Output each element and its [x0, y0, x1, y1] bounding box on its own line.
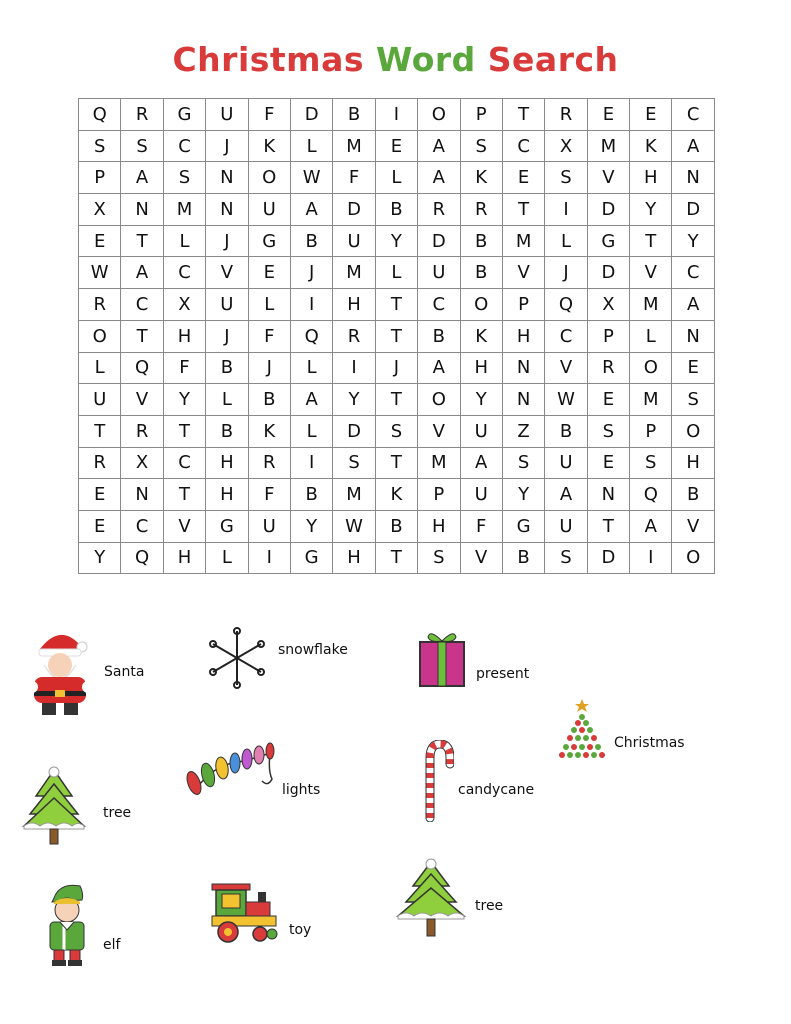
grid-cell[interactable]: L [290, 415, 332, 447]
grid-cell[interactable]: L [79, 352, 121, 384]
grid-cell[interactable]: S [630, 447, 672, 479]
grid-cell[interactable]: X [163, 289, 205, 321]
title-word-search: Search [487, 40, 619, 79]
grid-cell[interactable]: T [79, 415, 121, 447]
grid-cell[interactable]: U [460, 479, 502, 511]
grid-cell[interactable]: D [418, 225, 460, 257]
grid-cell[interactable]: N [502, 384, 544, 416]
page-title [0, 40, 791, 79]
grid-cell[interactable]: Q [630, 479, 672, 511]
grid-cell[interactable]: J [206, 130, 248, 162]
grid-cell[interactable]: Q [121, 352, 163, 384]
grid-cell[interactable]: M [502, 225, 544, 257]
grid-cell[interactable]: L [375, 257, 417, 289]
grid-cell[interactable]: V [545, 352, 587, 384]
grid-cell[interactable]: L [290, 352, 332, 384]
grid-cell[interactable]: B [333, 99, 375, 131]
grid-cell[interactable]: K [248, 130, 290, 162]
grid-cell[interactable]: I [630, 542, 672, 574]
grid-cell[interactable]: M [333, 130, 375, 162]
grid-cell[interactable]: O [672, 415, 714, 447]
grid-cell[interactable]: F [333, 162, 375, 194]
grid-cell[interactable]: W [290, 162, 332, 194]
grid-cell[interactable]: T [587, 510, 629, 542]
grid-row [79, 542, 715, 574]
word-elf: elf [103, 937, 121, 953]
grid-cell[interactable]: Y [460, 384, 502, 416]
title-word-christmas: Christmas [172, 40, 364, 79]
grid-cell[interactable]: A [418, 130, 460, 162]
grid-cell[interactable]: Q [545, 289, 587, 321]
grid-cell[interactable]: T [630, 225, 672, 257]
grid-cell[interactable]: E [587, 384, 629, 416]
grid-cell[interactable]: B [206, 415, 248, 447]
grid-cell[interactable]: L [163, 225, 205, 257]
grid-cell[interactable]: H [163, 320, 205, 352]
grid-cell[interactable]: K [460, 162, 502, 194]
tree-icon [22, 766, 86, 846]
grid-cell[interactable]: B [545, 415, 587, 447]
grid-cell[interactable]: F [460, 510, 502, 542]
grid-cell[interactable]: I [290, 289, 332, 321]
grid-cell[interactable]: L [630, 320, 672, 352]
grid-cell[interactable]: E [79, 510, 121, 542]
grid-cell[interactable]: Y [375, 225, 417, 257]
grid-cell[interactable]: H [502, 320, 544, 352]
toy-train-icon [208, 882, 280, 946]
grid-cell[interactable]: E [672, 352, 714, 384]
word-snowflake: snowflake [278, 642, 348, 658]
grid-cell[interactable]: U [545, 510, 587, 542]
grid-cell[interactable]: E [375, 130, 417, 162]
grid-row [79, 510, 715, 542]
grid-cell[interactable]: J [545, 257, 587, 289]
grid-cell[interactable]: C [121, 289, 163, 321]
grid-cell[interactable]: R [333, 320, 375, 352]
grid-cell[interactable]: O [418, 99, 460, 131]
word-search-grid [78, 98, 715, 574]
grid-cell[interactable]: E [79, 225, 121, 257]
santa-icon [22, 627, 98, 719]
word-lights: lights [282, 782, 321, 798]
title-word-word: Word [375, 40, 476, 79]
grid-cell[interactable]: T [375, 320, 417, 352]
grid-cell[interactable]: V [630, 257, 672, 289]
grid-cell[interactable]: M [333, 479, 375, 511]
grid-cell[interactable]: U [460, 415, 502, 447]
tree-icon [396, 858, 466, 938]
grid-cell[interactable]: X [121, 447, 163, 479]
grid-cell[interactable]: H [418, 510, 460, 542]
grid-cell[interactable]: J [206, 225, 248, 257]
grid-cell[interactable]: T [163, 479, 205, 511]
grid-cell[interactable]: C [163, 130, 205, 162]
grid-cell[interactable]: D [587, 542, 629, 574]
grid-cell[interactable]: H [333, 542, 375, 574]
grid-cell[interactable]: U [206, 289, 248, 321]
grid-cell[interactable]: D [587, 257, 629, 289]
grid-cell[interactable]: L [545, 225, 587, 257]
grid-cell[interactable]: S [545, 542, 587, 574]
grid-cell[interactable]: T [375, 384, 417, 416]
grid-cell[interactable]: E [587, 447, 629, 479]
grid-cell[interactable]: R [248, 447, 290, 479]
grid-cell[interactable]: S [375, 415, 417, 447]
grid-cell[interactable]: G [163, 99, 205, 131]
grid-cell[interactable]: I [290, 447, 332, 479]
grid-cell[interactable]: D [333, 415, 375, 447]
grid-cell[interactable]: S [163, 162, 205, 194]
grid-cell[interactable]: H [206, 447, 248, 479]
grid-cell[interactable]: G [587, 225, 629, 257]
grid-row [79, 130, 715, 162]
grid-cell[interactable]: B [248, 384, 290, 416]
grid-cell[interactable]: M [163, 194, 205, 226]
grid-cell[interactable]: L [206, 384, 248, 416]
grid-row [79, 384, 715, 416]
grid-cell[interactable]: R [121, 99, 163, 131]
grid-cell[interactable]: A [630, 510, 672, 542]
word-toy: toy [289, 922, 312, 938]
grid-cell[interactable]: V [672, 510, 714, 542]
grid-row [79, 162, 715, 194]
grid-cell[interactable]: Y [672, 225, 714, 257]
grid-cell[interactable]: U [333, 225, 375, 257]
grid-cell[interactable]: B [460, 257, 502, 289]
grid-row [79, 415, 715, 447]
grid-cell[interactable]: R [121, 415, 163, 447]
grid-cell[interactable]: N [502, 352, 544, 384]
grid-cell[interactable]: N [587, 479, 629, 511]
grid-cell[interactable]: Y [630, 194, 672, 226]
grid-cell[interactable]: V [460, 542, 502, 574]
grid-cell[interactable]: Y [79, 542, 121, 574]
grid-cell[interactable]: R [587, 352, 629, 384]
grid-cell[interactable]: H [672, 447, 714, 479]
present-icon [416, 627, 468, 689]
grid-cell[interactable]: U [79, 384, 121, 416]
word-candycane: candycane [458, 782, 535, 798]
grid-cell[interactable]: V [206, 257, 248, 289]
grid-cell[interactable]: T [163, 415, 205, 447]
grid-cell[interactable]: X [545, 130, 587, 162]
grid-cell[interactable]: A [290, 194, 332, 226]
grid-cell[interactable]: L [375, 162, 417, 194]
grid-cell[interactable]: G [248, 225, 290, 257]
grid-cell[interactable]: H [206, 479, 248, 511]
grid-cell[interactable]: U [248, 194, 290, 226]
grid-cell[interactable]: V [121, 384, 163, 416]
grid-cell[interactable]: K [460, 320, 502, 352]
grid-cell[interactable]: H [460, 352, 502, 384]
grid-cell[interactable]: A [121, 257, 163, 289]
grid-cell[interactable]: M [630, 289, 672, 321]
grid-cell[interactable]: N [672, 162, 714, 194]
grid-cell[interactable]: N [206, 162, 248, 194]
grid-cell[interactable]: P [587, 320, 629, 352]
word-santa: Santa [104, 664, 145, 680]
grid-cell[interactable]: J [248, 352, 290, 384]
snowflake-icon [206, 627, 268, 689]
grid-cell[interactable]: D [333, 194, 375, 226]
grid-row [79, 320, 715, 352]
grid-cell[interactable]: D [587, 194, 629, 226]
grid-cell[interactable]: T [375, 542, 417, 574]
grid-cell[interactable]: M [587, 130, 629, 162]
word-tree-2: tree [475, 898, 504, 914]
grid-cell[interactable]: L [248, 289, 290, 321]
grid-cell[interactable]: E [248, 257, 290, 289]
grid-cell[interactable]: N [121, 479, 163, 511]
grid-cell[interactable]: P [460, 99, 502, 131]
grid-cell[interactable]: B [375, 510, 417, 542]
grid-cell[interactable]: A [672, 130, 714, 162]
grid-cell[interactable]: P [630, 415, 672, 447]
grid-row [79, 194, 715, 226]
grid-cell[interactable]: Q [121, 542, 163, 574]
grid-cell[interactable]: S [545, 162, 587, 194]
grid-row [79, 257, 715, 289]
grid-cell[interactable]: X [79, 194, 121, 226]
grid-cell[interactable]: B [460, 225, 502, 257]
grid-cell[interactable]: V [587, 162, 629, 194]
elf-icon [40, 880, 92, 968]
grid-cell[interactable]: W [545, 384, 587, 416]
grid-cell[interactable]: O [672, 542, 714, 574]
grid-cell[interactable]: K [375, 479, 417, 511]
grid-cell[interactable]: U [248, 510, 290, 542]
grid-cell[interactable]: F [248, 479, 290, 511]
grid-cell[interactable]: S [672, 384, 714, 416]
grid-cell[interactable]: U [206, 99, 248, 131]
grid-cell[interactable]: F [248, 99, 290, 131]
grid-cell[interactable]: N [672, 320, 714, 352]
grid-cell[interactable]: S [587, 415, 629, 447]
grid-cell[interactable]: O [630, 352, 672, 384]
grid-cell[interactable]: O [79, 320, 121, 352]
grid-cell[interactable]: N [121, 194, 163, 226]
grid-cell[interactable]: V [163, 510, 205, 542]
grid-cell[interactable]: R [545, 99, 587, 131]
grid-cell[interactable]: L [290, 130, 332, 162]
grid-cell[interactable]: U [418, 257, 460, 289]
grid-cell[interactable]: Y [502, 479, 544, 511]
grid-cell[interactable]: T [121, 225, 163, 257]
grid-cell[interactable]: R [460, 194, 502, 226]
grid-cell[interactable]: S [79, 130, 121, 162]
grid-cell[interactable]: B [206, 352, 248, 384]
grid-cell[interactable]: D [290, 99, 332, 131]
grid-cell[interactable]: M [630, 384, 672, 416]
grid-cell[interactable]: C [545, 320, 587, 352]
grid-cell[interactable]: N [206, 194, 248, 226]
grid-cell[interactable]: I [375, 99, 417, 131]
grid-cell[interactable]: C [502, 130, 544, 162]
grid-cell[interactable]: C [672, 99, 714, 131]
grid-cell[interactable]: D [672, 194, 714, 226]
grid-cell[interactable]: B [290, 225, 332, 257]
grid-cell[interactable]: S [502, 447, 544, 479]
grid-cell[interactable]: R [79, 447, 121, 479]
grid-cell[interactable]: T [502, 194, 544, 226]
grid-cell[interactable]: K [248, 415, 290, 447]
grid-cell[interactable]: T [375, 289, 417, 321]
grid-cell[interactable]: O [418, 384, 460, 416]
grid-cell[interactable]: V [418, 415, 460, 447]
grid-cell[interactable]: Q [290, 320, 332, 352]
grid-cell[interactable]: E [630, 99, 672, 131]
grid-cell[interactable]: E [502, 162, 544, 194]
grid-cell[interactable]: Q [79, 99, 121, 131]
grid-cell[interactable]: L [206, 542, 248, 574]
grid-cell[interactable]: A [418, 352, 460, 384]
grid-cell[interactable]: F [248, 320, 290, 352]
grid-cell[interactable]: Y [333, 384, 375, 416]
grid-cell[interactable]: Z [502, 415, 544, 447]
grid-cell[interactable]: A [460, 447, 502, 479]
grid-cell[interactable]: H [630, 162, 672, 194]
word-present: present [476, 666, 530, 682]
grid-cell[interactable]: H [163, 542, 205, 574]
grid-cell[interactable]: W [79, 257, 121, 289]
grid-cell[interactable]: I [333, 352, 375, 384]
grid-cell[interactable]: C [418, 289, 460, 321]
grid-cell[interactable]: P [502, 289, 544, 321]
grid-cell[interactable]: W [333, 510, 375, 542]
grid-cell[interactable]: C [672, 257, 714, 289]
candycane-icon [418, 740, 454, 822]
grid-cell[interactable]: B [502, 542, 544, 574]
lights-icon [184, 741, 276, 809]
grid-row [79, 352, 715, 384]
grid-cell[interactable]: V [502, 257, 544, 289]
grid-row [79, 225, 715, 257]
grid-cell[interactable]: U [545, 447, 587, 479]
grid-cell[interactable]: G [290, 542, 332, 574]
grid-cell[interactable]: A [418, 162, 460, 194]
grid-cell[interactable]: R [79, 289, 121, 321]
grid-cell[interactable]: C [163, 447, 205, 479]
grid-cell[interactable]: M [333, 257, 375, 289]
grid-row [79, 447, 715, 479]
grid-cell[interactable]: H [333, 289, 375, 321]
grid-cell[interactable]: O [460, 289, 502, 321]
grid-cell[interactable]: J [375, 352, 417, 384]
grid-cell[interactable]: C [163, 257, 205, 289]
grid-cell[interactable]: B [290, 479, 332, 511]
grid-cell[interactable]: S [333, 447, 375, 479]
grid-cell[interactable]: I [545, 194, 587, 226]
word-christmas: Christmas [614, 735, 685, 751]
grid-cell[interactable]: O [248, 162, 290, 194]
grid-cell[interactable]: J [206, 320, 248, 352]
grid-cell[interactable]: T [502, 99, 544, 131]
grid-row [79, 289, 715, 321]
grid-cell[interactable]: A [290, 384, 332, 416]
word-tree-1: tree [103, 805, 132, 821]
grid-cell[interactable]: Y [290, 510, 332, 542]
grid-cell[interactable]: F [163, 352, 205, 384]
grid-cell[interactable]: A [545, 479, 587, 511]
grid-cell[interactable]: T [121, 320, 163, 352]
grid-cell[interactable]: X [587, 289, 629, 321]
grid-cell[interactable]: I [248, 542, 290, 574]
grid-cell[interactable]: M [418, 447, 460, 479]
grid-cell[interactable]: K [630, 130, 672, 162]
grid-cell[interactable]: Y [163, 384, 205, 416]
grid-cell[interactable]: E [587, 99, 629, 131]
grid-cell[interactable]: B [375, 194, 417, 226]
grid-cell[interactable]: A [672, 289, 714, 321]
grid-cell[interactable]: P [79, 162, 121, 194]
grid-cell[interactable]: B [672, 479, 714, 511]
grid-cell[interactable]: S [121, 130, 163, 162]
grid-cell[interactable]: G [502, 510, 544, 542]
grid-cell[interactable]: T [375, 447, 417, 479]
grid-cell[interactable]: E [79, 479, 121, 511]
grid-cell[interactable]: S [418, 542, 460, 574]
grid-cell[interactable]: C [121, 510, 163, 542]
grid-cell[interactable]: J [290, 257, 332, 289]
grid-cell[interactable]: P [418, 479, 460, 511]
grid-cell[interactable]: G [206, 510, 248, 542]
grid-row [79, 479, 715, 511]
grid-cell[interactable]: S [460, 130, 502, 162]
grid-cell[interactable]: A [121, 162, 163, 194]
christmas-tree-icon [556, 697, 608, 763]
grid-cell[interactable]: B [418, 320, 460, 352]
grid-row [79, 99, 715, 131]
grid-cell[interactable]: R [418, 194, 460, 226]
